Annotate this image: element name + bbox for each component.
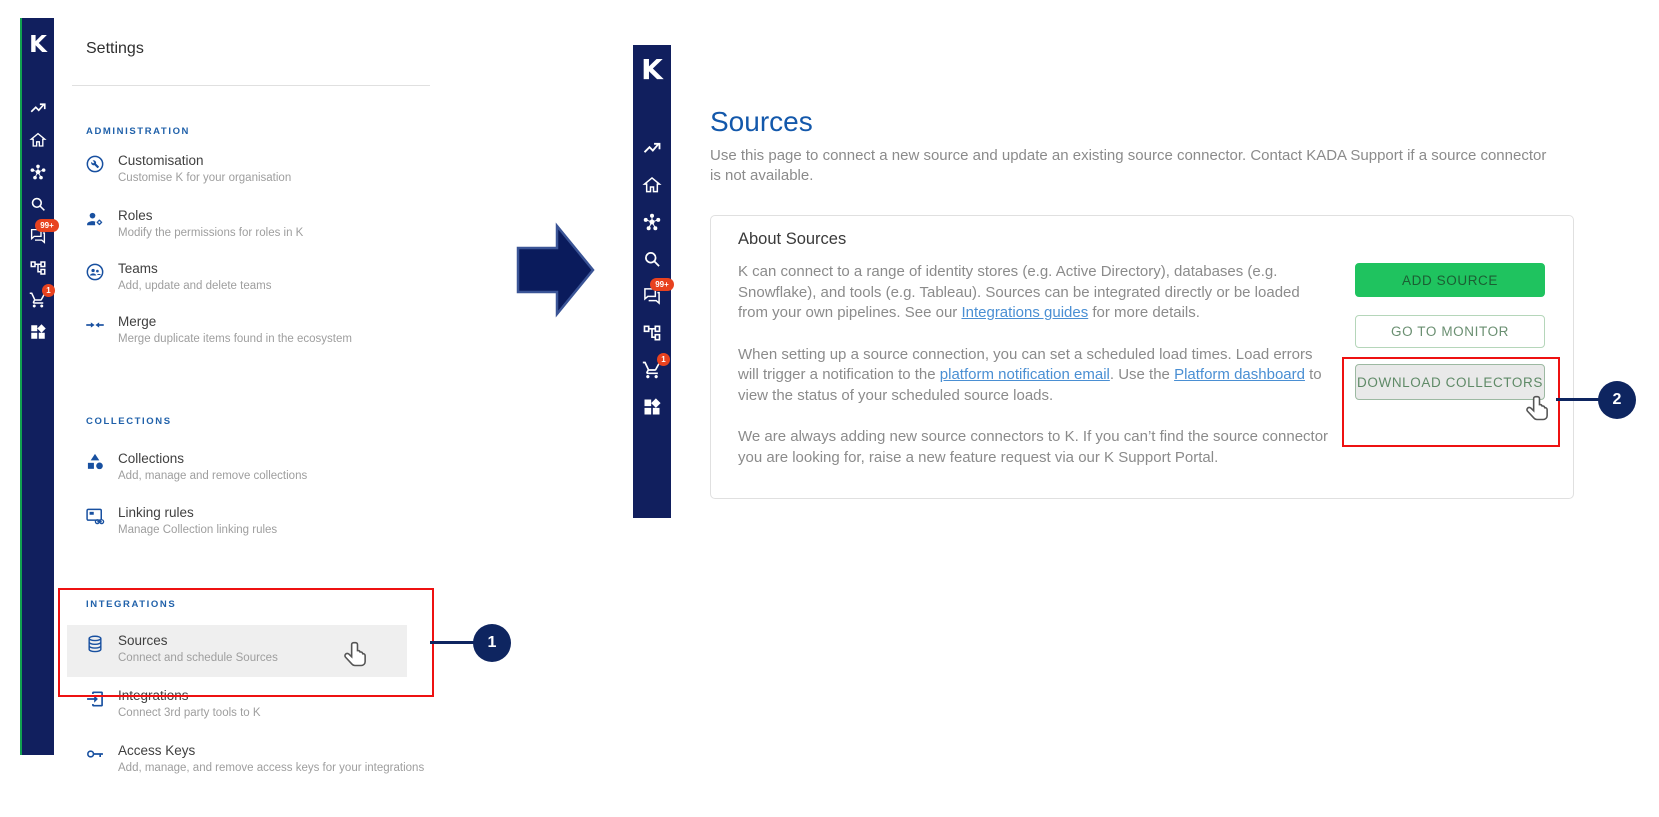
item-subtitle: Add, update and delete teams: [118, 280, 272, 292]
section-collections: COLLECTIONS: [86, 416, 172, 427]
hand-cursor-2: [1524, 394, 1554, 428]
settings-item-collections[interactable]: [85, 451, 415, 482]
paragraph-text: . Use the: [1109, 366, 1175, 383]
download-collectors-button[interactable]: DOWNLOAD COLLECTORS: [1355, 364, 1545, 400]
paragraph-text: K can connect to a range of identity stores (e.g. Active Directory), databases (e.g. Snowflake), and tools (e.g. Tableau). Sources can be integrated directly or be loaded from your own pipelines. See our: [738, 263, 1300, 321]
item-subtitle: Modify the permissions for roles in K: [118, 227, 304, 239]
chat-icon[interactable]: [29, 220, 54, 245]
settings-item-linking-rules[interactable]: [85, 505, 415, 536]
annotation-line-2: [1556, 398, 1600, 401]
platform-notification-email-link[interactable]: platform notification email: [939, 366, 1110, 383]
item-title: Customisation: [118, 153, 204, 168]
right-nav-sidebar: [633, 45, 671, 518]
home-icon[interactable]: [29, 131, 47, 149]
item-subtitle: Add, manage, and remove access keys for your integrations: [118, 762, 425, 774]
transition-arrow: [512, 218, 598, 322]
sources-page-intro: Use this page to connect a new source and update an existing source connector. Contact KADA Support if a source connector is not available.: [710, 147, 1547, 184]
settings-item-teams[interactable]: [85, 261, 415, 292]
settings-item-merge[interactable]: [85, 314, 415, 345]
tree-icon[interactable]: [29, 259, 47, 277]
item-title: Access Keys: [118, 743, 196, 758]
teams-icon: [85, 262, 105, 282]
linking-rules-icon: [85, 506, 105, 526]
settings-page-title: Settings: [86, 40, 144, 57]
item-subtitle: Connect 3rd party tools to K: [118, 707, 261, 719]
settings-item-roles[interactable]: [85, 208, 415, 239]
item-title: Merge: [118, 314, 157, 329]
cart-badge: 1: [657, 353, 670, 366]
go-to-monitor-button[interactable]: GO TO MONITOR: [1355, 315, 1545, 348]
cart-icon[interactable]: [642, 354, 666, 380]
chat-icon[interactable]: [642, 279, 669, 306]
annotation-callout-1: 1: [473, 624, 511, 662]
k-logo[interactable]: K: [29, 32, 47, 58]
section-administration: ADMINISTRATION: [86, 126, 191, 137]
about-paragraph-2: [738, 345, 1330, 407]
collections-icon: [85, 452, 105, 472]
about-paragraph-3: We are always adding new source connectors to K. If you can’t find the source connector you are looking for, raise a new feature request via our K Support Portal.: [738, 428, 1329, 466]
integrations-guides-link[interactable]: Integrations guides: [961, 304, 1089, 321]
trending-icon[interactable]: [642, 138, 662, 158]
about-sources-body: [738, 262, 1330, 489]
item-subtitle: Manage Collection linking rules: [118, 524, 278, 536]
section-integrations: INTEGRATIONS: [86, 599, 177, 610]
cart-icon[interactable]: [29, 285, 51, 309]
add-source-button[interactable]: ADD SOURCE: [1355, 263, 1545, 297]
item-title: Sources: [118, 633, 168, 648]
about-paragraph-1: [738, 262, 1330, 324]
widgets-icon[interactable]: [642, 397, 662, 417]
left-nav-sidebar: [20, 18, 54, 755]
cart-badge: 1: [42, 284, 55, 297]
annotation-callout-2: 2: [1598, 381, 1636, 419]
item-title: Teams: [118, 261, 158, 276]
chat-badge: 99+: [35, 219, 59, 232]
paragraph-text: to view the status of your scheduled source loads.: [738, 366, 1322, 404]
paragraph-text: When setting up a source connection, you can set a scheduled load times. Load errors will trigger a notification to the: [738, 345, 1313, 383]
right-nav-icons: [642, 138, 669, 417]
about-sources-title: About Sources: [738, 230, 847, 248]
access-keys-icon: [85, 744, 105, 764]
left-nav-icons: [29, 99, 54, 341]
annotation-box-1: [58, 588, 434, 697]
search-icon[interactable]: [29, 195, 47, 213]
tree-icon[interactable]: [642, 323, 662, 343]
search-icon[interactable]: [642, 249, 662, 269]
sources-page-title: Sources: [710, 106, 813, 137]
roles-icon: [85, 209, 105, 229]
paragraph-text: for more details.: [1088, 304, 1200, 321]
item-title: Integrations: [118, 688, 189, 703]
item-subtitle: Merge duplicate items found in the ecosystem: [118, 333, 352, 345]
item-subtitle: Connect and schedule Sources: [118, 652, 278, 664]
item-title: Linking rules: [118, 505, 194, 520]
chat-badge: 99+: [650, 278, 674, 291]
merge-icon: [85, 315, 105, 335]
customisation-icon: [85, 154, 105, 174]
k-logo[interactable]: K: [641, 53, 663, 86]
platform-dashboard-link[interactable]: Platform dashboard: [1174, 366, 1305, 383]
settings-item-customisation[interactable]: [85, 153, 415, 184]
settings-title-divider: [72, 85, 430, 86]
annotation-line-1: [430, 641, 474, 644]
item-title: Collections: [118, 451, 185, 466]
hand-cursor-1: [342, 640, 372, 674]
item-subtitle: Add, manage and remove collections: [118, 470, 308, 482]
settings-item-access-keys[interactable]: [85, 743, 425, 774]
item-title: Roles: [118, 208, 153, 223]
home-icon[interactable]: [642, 175, 662, 195]
trending-icon[interactable]: [29, 99, 47, 117]
widgets-icon[interactable]: [29, 323, 47, 341]
item-subtitle: Customise K for your organisation: [118, 172, 292, 184]
hub-icon[interactable]: [29, 163, 47, 181]
hub-icon[interactable]: [642, 212, 662, 232]
